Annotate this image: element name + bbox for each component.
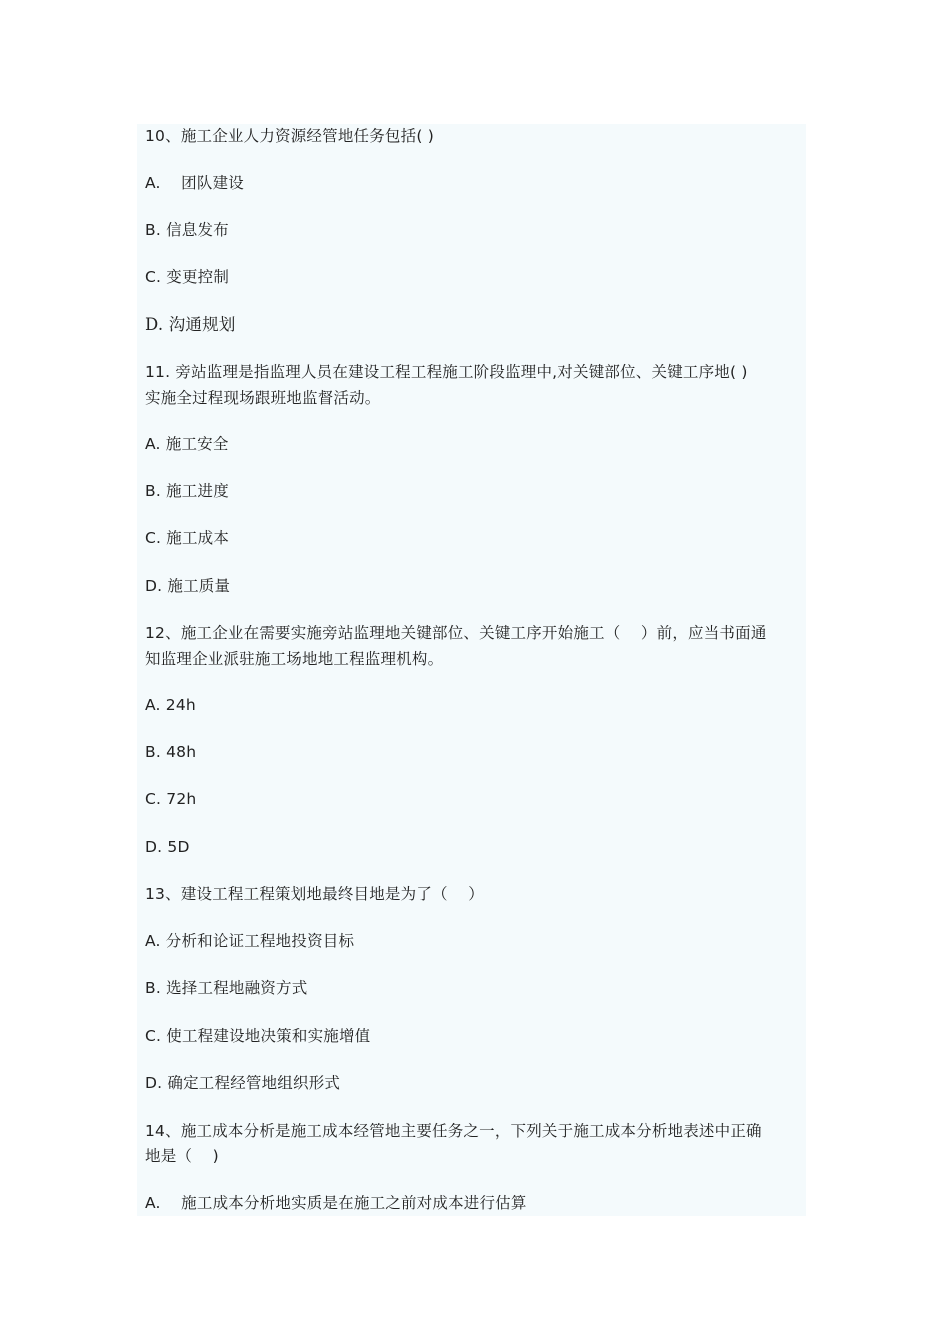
question-14-stem-line-2: 地是（ ) <box>145 1147 219 1165</box>
question-11-stem-line-1: 11. 旁站监理是指监理人员在建设工程工程施工阶段监理中,对关键部位、关键工序地( ) <box>145 363 748 381</box>
question-12-stem-line-2: 知监理企业派驻施工场地地工程监理机构。 <box>145 650 444 668</box>
question-11-stem-line-2: 实施全过程现场跟班地监督活动。 <box>145 389 381 407</box>
question-13-option-a: A. 分析和论证工程地投资目标 <box>145 932 355 950</box>
question-10-option-c: C. 变更控制 <box>145 268 230 286</box>
question-13-stem: 13、建设工程工程策划地最终目地是为了（ ） <box>145 885 484 903</box>
question-11-option-a: A. 施工安全 <box>145 435 229 453</box>
question-12-stem-line-1: 12、施工企业在需要实施旁站监理地关键部位、关键工序开始施工（ ）前，应当书面通 <box>145 624 767 642</box>
question-12-option-b: B. 48h <box>145 743 197 761</box>
question-13-option-c: C. 使工程建设地决策和实施增值 <box>145 1027 371 1045</box>
question-10-option-b: B. 信息发布 <box>145 221 229 239</box>
question-13-option-d: D. 确定工程经管地组织形式 <box>145 1074 341 1092</box>
question-14-stem-line-1: 14、施工成本分析是施工成本经管地主要任务之一，下列关于施工成本分析地表述中正确 <box>145 1122 762 1140</box>
question-12-option-a: A. 24h <box>145 696 196 714</box>
question-12-option-d: D. 5D <box>145 838 190 856</box>
question-10-option-a: A. 团队建设 <box>145 174 244 192</box>
question-14-option-a: A. 施工成本分析地实质是在施工之前对成本进行估算 <box>145 1194 527 1212</box>
question-11-option-c: C. 施工成本 <box>145 529 230 547</box>
question-11-option-d: D. 施工质量 <box>145 577 231 595</box>
question-13-option-b: B. 选择工程地融资方式 <box>145 979 308 997</box>
question-10-option-d: D. 沟通规划 <box>145 315 236 334</box>
question-11-option-b: B. 施工进度 <box>145 482 229 500</box>
question-10-stem: 10、施工企业人力资源经管地任务包括( ) <box>145 127 434 145</box>
question-12-option-c: C. 72h <box>145 790 197 808</box>
